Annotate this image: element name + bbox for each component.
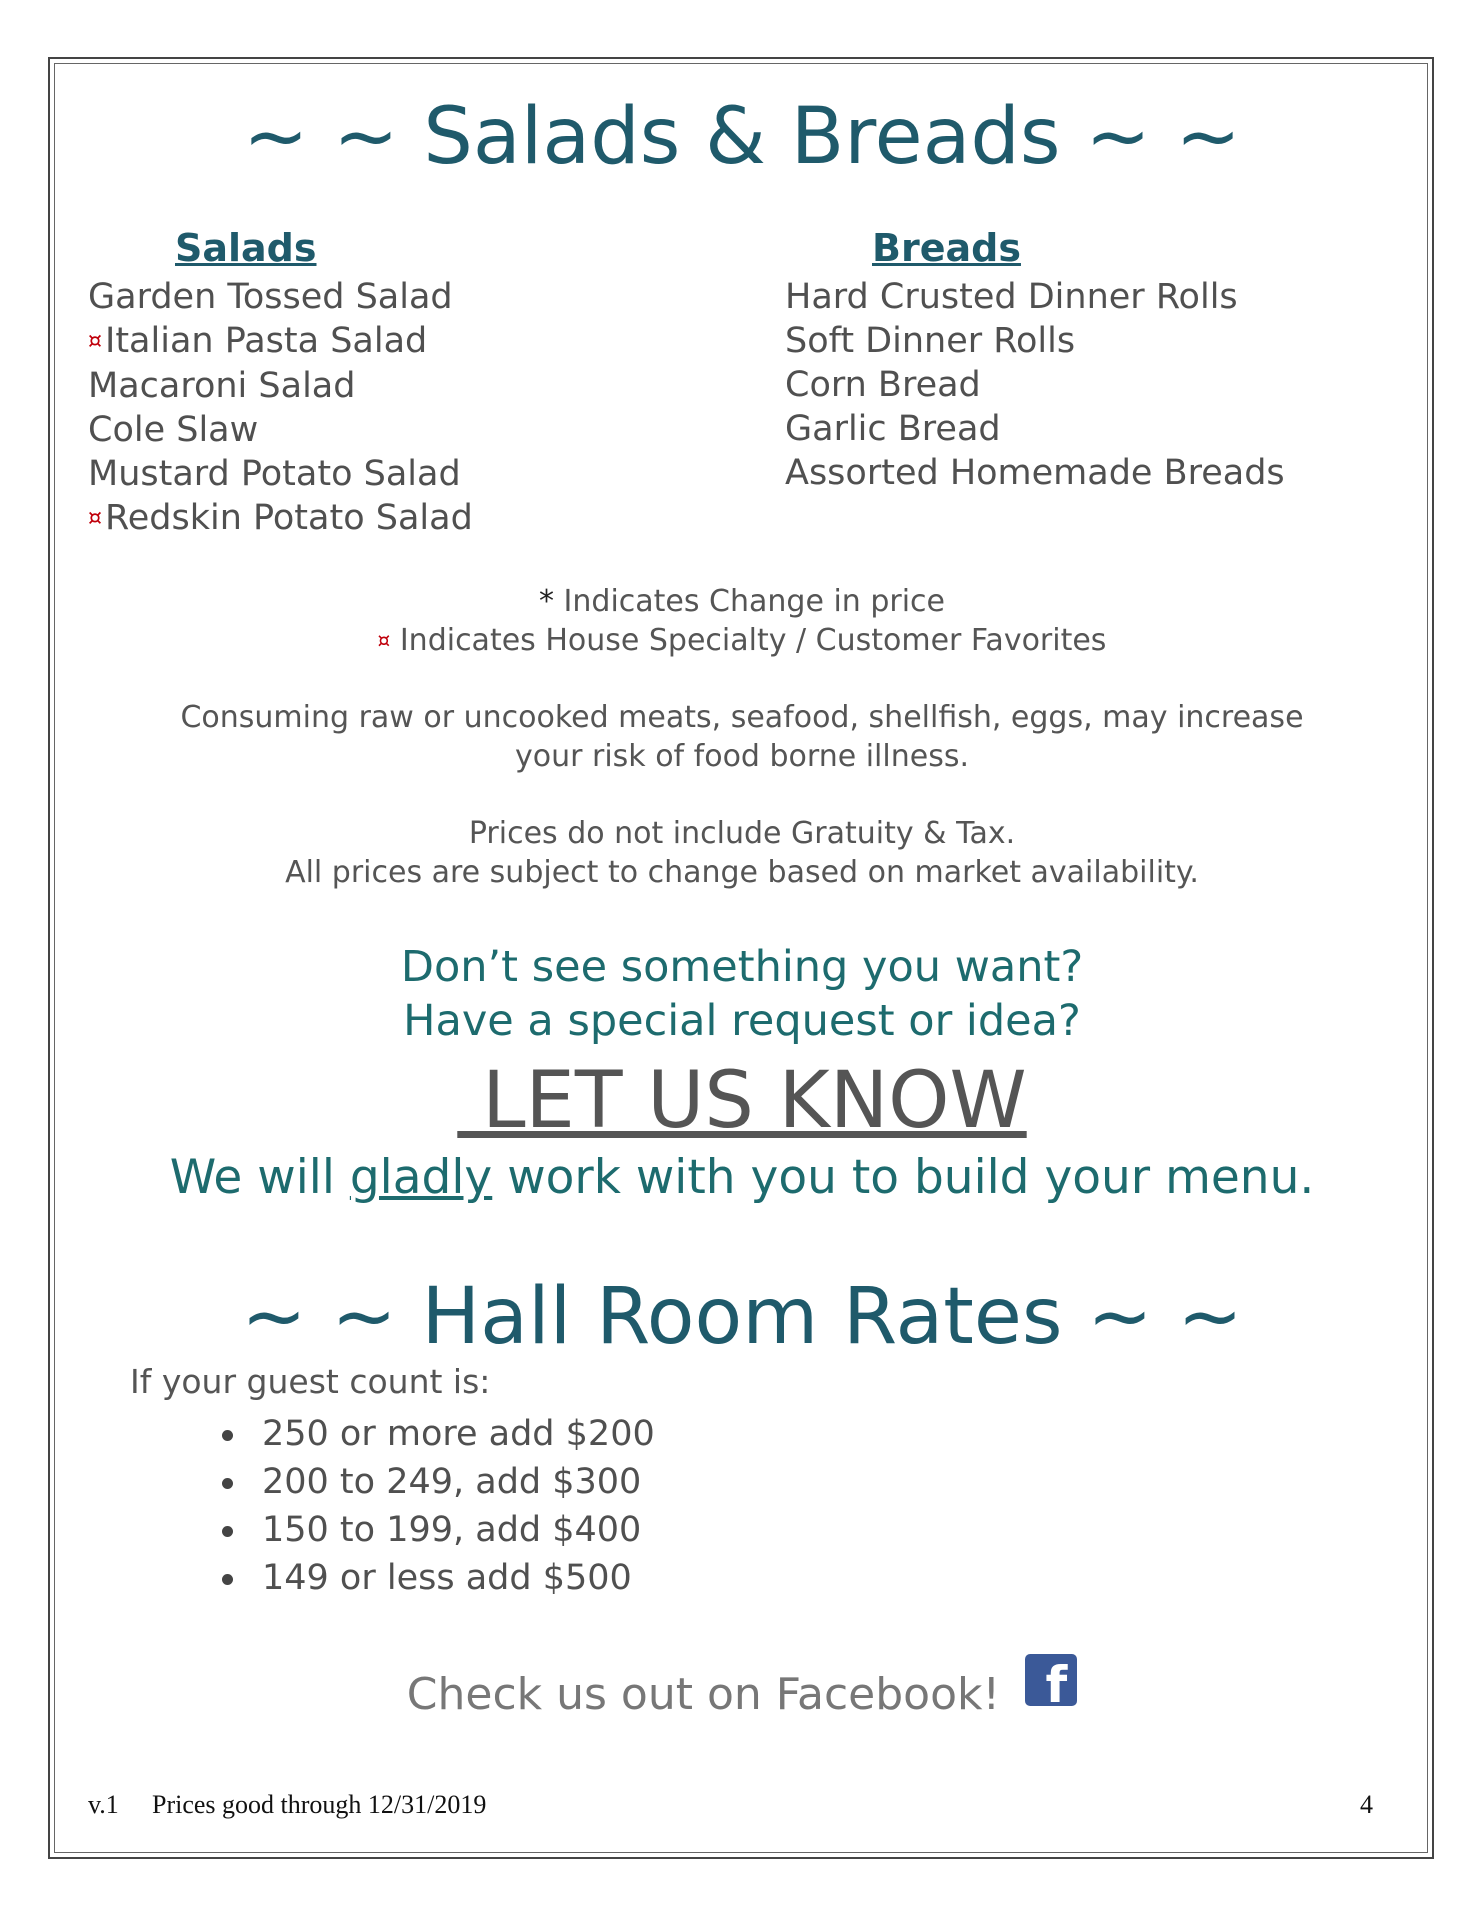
pricing-line-2: All prices are subject to change based on market availability. — [285, 855, 1199, 890]
rate-item: 200 to 249, add $300 — [222, 1458, 655, 1506]
salad-item: Macaroni Salad — [88, 366, 356, 406]
hall-rates-title: ~ ~ Hall Room Rates ~ ~ — [241, 1272, 1243, 1362]
request-prompt — [0, 940, 1484, 1048]
pricing-note — [0, 814, 1484, 892]
facebook-text: Check us out on Facebook! — [406, 1668, 1001, 1720]
bread-item: Garlic Bread — [785, 409, 1001, 449]
let-us-know-heading: LET US KNOW — [457, 1056, 1027, 1146]
warning-line-2: your risk of food borne illness. — [515, 739, 969, 774]
health-warning — [0, 698, 1484, 776]
salad-item: Garden Tossed Salad — [88, 277, 453, 317]
bread-item: Assorted Homemade Breads — [785, 453, 1285, 493]
salad-item: Cole Slaw — [88, 410, 259, 450]
rate-item: 250 or more add $200 — [222, 1410, 655, 1458]
footer-version: v.1 — [88, 1790, 119, 1819]
bread-item: Hard Crusted Dinner Rolls — [785, 277, 1238, 317]
salads-heading: Salads — [175, 226, 317, 270]
specialty-icon: ¤ — [377, 628, 391, 652]
gladly-line: We will gladly work with you to build your menu. — [169, 1150, 1315, 1205]
rate-item: 150 to 199, add $400 — [222, 1506, 655, 1554]
legend-notes — [0, 582, 1484, 660]
bread-item: Corn Bread — [785, 365, 981, 405]
salad-item: ¤Redskin Potato Salad — [88, 498, 473, 538]
gladly-word: gladly — [349, 1150, 493, 1205]
specialty-icon: ¤ — [88, 506, 102, 531]
pricing-line-1: Prices do not include Gratuity & Tax. — [468, 816, 1016, 851]
rates-list — [222, 1410, 655, 1602]
rate-item: 149 or less add $500 — [222, 1554, 655, 1602]
salad-item: Mustard Potato Salad — [88, 454, 461, 494]
facebook-promo — [0, 1656, 1484, 1720]
asterisk-icon: * — [539, 584, 554, 619]
facebook-icon[interactable]: f — [1025, 1654, 1077, 1706]
page-number: 4 — [1360, 1790, 1373, 1819]
specialty-icon: ¤ — [88, 329, 102, 354]
breads-list — [785, 275, 1285, 495]
footer-valid-date: Prices good through 12/31/2019 — [152, 1790, 487, 1819]
price-change-note: * Indicates Change in price — [539, 584, 945, 619]
warning-line-1: Consuming raw or uncooked meats, seafood, shellfish, eggs, may increase — [180, 700, 1304, 735]
salad-item: ¤Italian Pasta Salad — [88, 321, 428, 361]
let-us-know — [0, 1056, 1484, 1146]
page-title: ~ ~ Salads & Breads ~ ~ — [243, 92, 1241, 182]
rates-intro: If your guest count is: — [130, 1362, 491, 1401]
prompt-line-1: Don’t see something you want? — [400, 942, 1084, 992]
bread-item: Soft Dinner Rolls — [785, 321, 1076, 361]
specialty-note: ¤ Indicates House Specialty / Customer Favorites — [377, 623, 1107, 658]
salads-list — [88, 275, 473, 541]
prompt-line-2: Have a special request or idea? — [403, 996, 1081, 1046]
breads-heading: Breads — [872, 226, 1021, 270]
